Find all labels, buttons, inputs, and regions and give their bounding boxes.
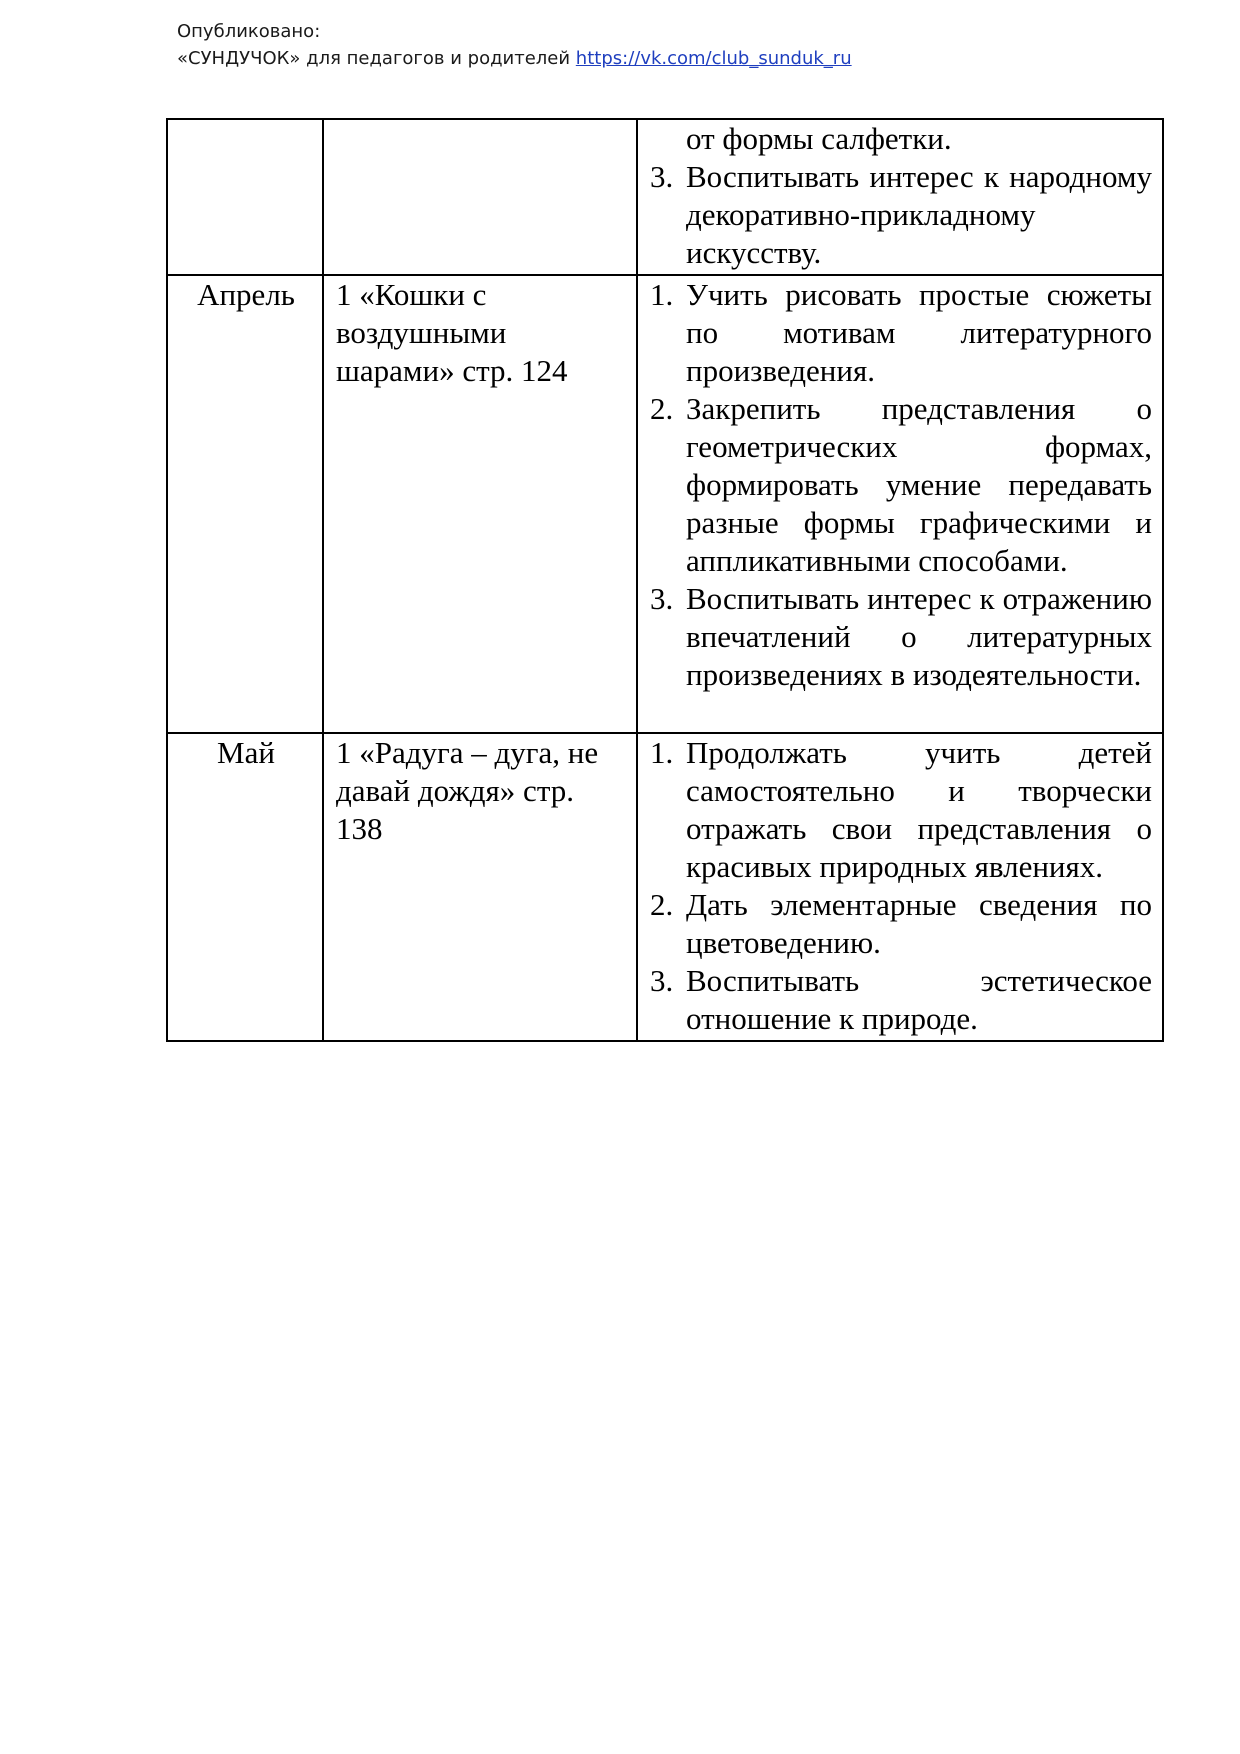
goal-text: Воспитывать интерес к народному декоративно-прикладному искусству. xyxy=(686,159,1152,270)
goal-item xyxy=(650,886,1152,962)
month-cell xyxy=(167,119,323,275)
lesson-plan-table xyxy=(166,118,1164,1042)
table-row xyxy=(167,733,1163,1041)
publisher-name: «СУНДУЧОК» для педагогов и родителей xyxy=(177,48,576,69)
table-row xyxy=(167,119,1163,275)
vk-club-link[interactable]: https://vk.com/club_sunduk_ru xyxy=(575,48,852,69)
goal-number: 2. xyxy=(650,391,674,426)
published-label: Опубликовано: xyxy=(177,21,321,42)
goals-cell xyxy=(637,275,1163,733)
goal-item xyxy=(650,158,1152,272)
topic-cell xyxy=(323,119,637,275)
goal-number: 3. xyxy=(650,963,674,998)
month-cell: Май xyxy=(167,733,323,1041)
goal-number: 3. xyxy=(650,581,674,616)
goal-item xyxy=(650,390,1152,580)
month-cell: Апрель xyxy=(167,275,323,733)
goal-text: Дать элементарные сведения по цветоведению. xyxy=(686,887,1152,960)
goal-item xyxy=(650,580,1152,694)
topic-cell: 1 «Радуга – дуга, не давай дождя» стр. 138 xyxy=(323,733,637,1041)
goal-text: Учить рисовать простые сюжеты по мотивам литературного произведения. xyxy=(686,277,1152,388)
goal-number: 2. xyxy=(650,887,674,922)
goal-number: 1. xyxy=(650,277,674,312)
goal-text: Воспитывать интерес к отражению впечатлений о литературных произведениях в изодеятельности. xyxy=(686,581,1152,692)
publisher-line xyxy=(177,45,852,72)
goal-text: Воспитывать эстетическое отношение к природе. xyxy=(686,963,1152,1036)
goal-item xyxy=(650,962,1152,1038)
goal-number: 1. xyxy=(650,735,674,770)
table-row xyxy=(167,275,1163,733)
topic-cell: 1 «Кошки с воздушными шарами» стр. 124 xyxy=(323,275,637,733)
goals-cell xyxy=(637,733,1163,1041)
goal-number: 3. xyxy=(650,159,674,194)
goal-item xyxy=(650,734,1152,886)
goals-cell xyxy=(637,119,1163,275)
publication-header xyxy=(177,18,852,72)
goal-item xyxy=(650,276,1152,390)
goal-text: Закрепить представления о геометрических формах, формировать умение передавать разные формы графическими и аппликативными способами. xyxy=(686,391,1152,578)
goal-text: Продолжать учить детей самостоятельно и творчески отражать свои представления о красивых природных явлениях. xyxy=(686,735,1152,884)
goal-continuation: от формы салфетки. xyxy=(686,121,952,156)
